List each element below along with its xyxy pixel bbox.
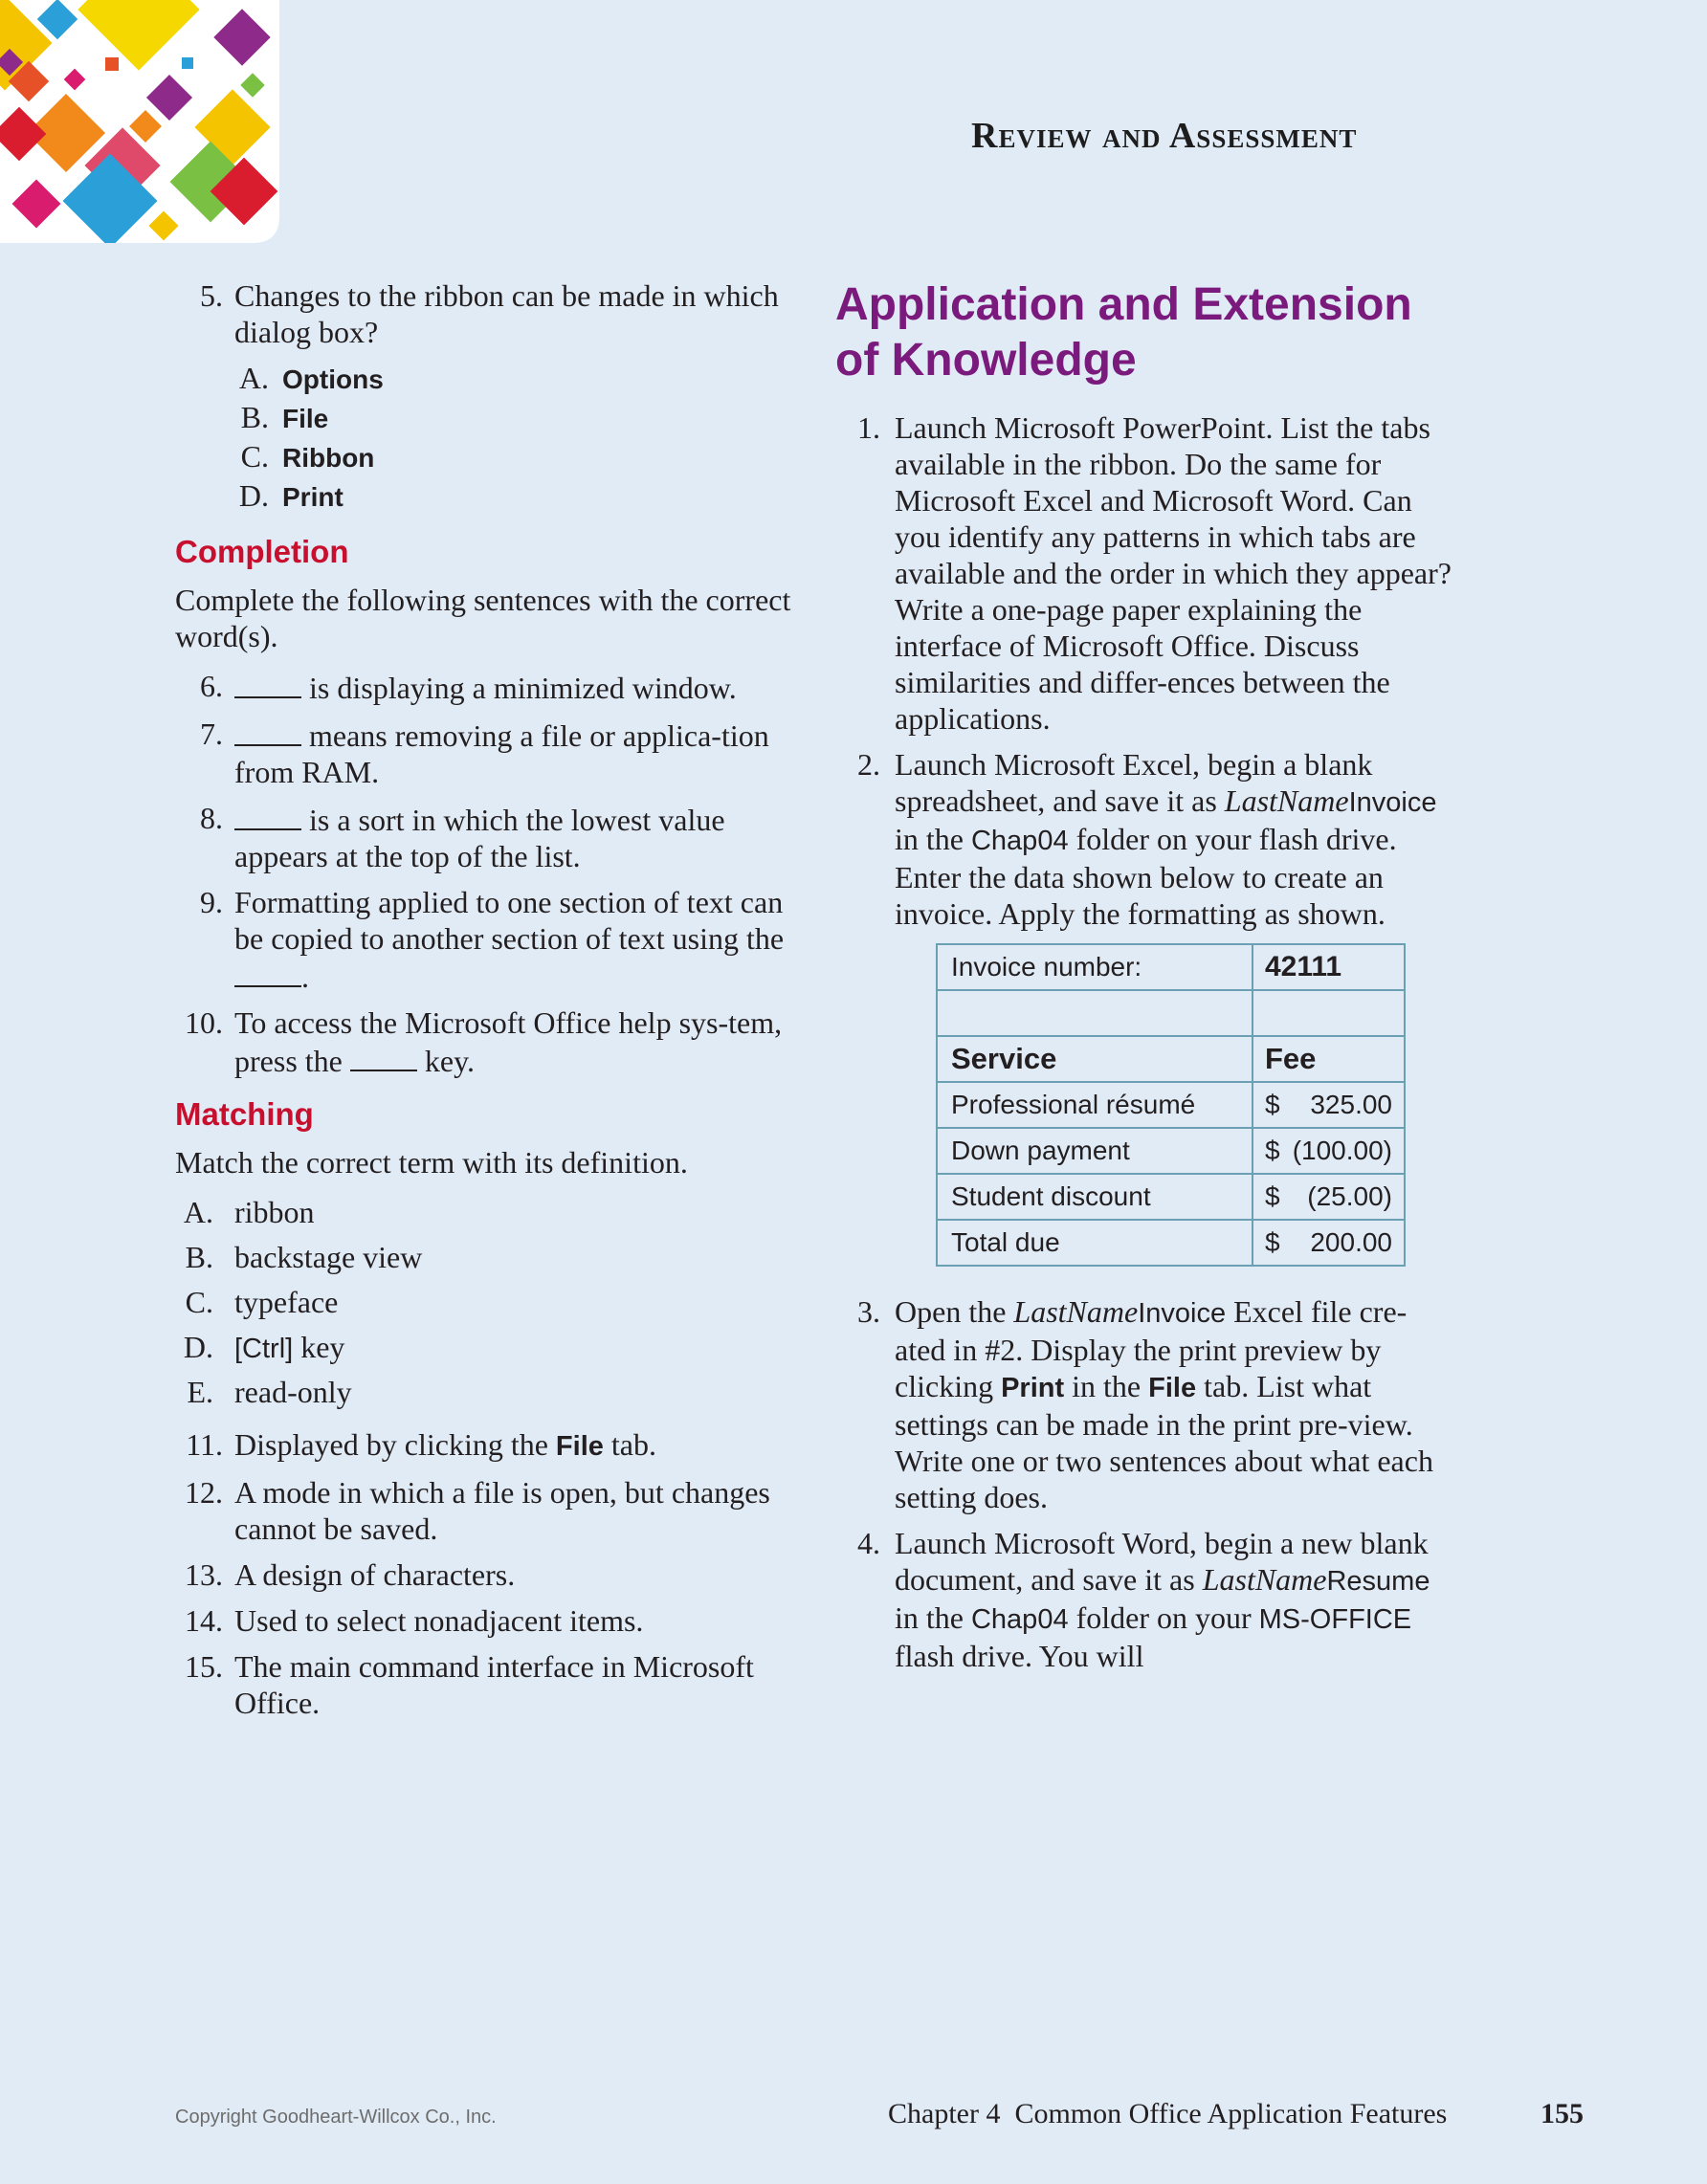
completion-heading: Completion	[175, 534, 349, 569]
answer-blank	[234, 716, 301, 746]
column-header-fee: Fee	[1253, 1036, 1405, 1082]
term-d	[175, 1329, 797, 1374]
activity-text: flash drive. You will	[895, 1639, 1144, 1673]
activity-text: Excel file cre-ated in #2. Display the print preview by clicking	[895, 1294, 1408, 1403]
activity-text: folder on your flash drive. Enter the data shown below to create an invoice. Apply the formatting as shown.	[895, 822, 1397, 931]
term-letter: C.	[185, 1285, 213, 1319]
currency-symbol: $	[1265, 1227, 1280, 1257]
service-cell: Professional résumé	[937, 1082, 1253, 1128]
invoice-number-label: Invoice number:	[937, 944, 1253, 990]
question-text-end: .	[301, 960, 309, 994]
question-number: 7.	[200, 717, 223, 751]
matching-instructions: Match the correct term with its definition.	[175, 1145, 688, 1180]
table-row	[937, 1036, 1405, 1082]
term-b	[175, 1239, 797, 1284]
fee-cell: 325.00	[1310, 1090, 1392, 1119]
table-row	[937, 1082, 1405, 1128]
activity-text: in the	[895, 822, 971, 856]
term-text: key	[293, 1330, 345, 1364]
fee-cell: (25.00)	[1307, 1181, 1392, 1211]
question-14	[175, 1602, 797, 1639]
activity-number: 1.	[857, 410, 880, 445]
question-number: 15.	[185, 1649, 223, 1684]
filename-italic: LastName	[1202, 1562, 1327, 1597]
option-letter: D.	[238, 478, 269, 513]
term-letter: A.	[183, 1195, 213, 1229]
activity-text: tab. List what settings can be made in the print pre-view. Write one or two sentences about what each setting does.	[895, 1369, 1433, 1514]
completion-instructions: Complete the following sentences with the correct word(s).	[175, 583, 791, 653]
currency-symbol: $	[1265, 1181, 1280, 1211]
term-e	[175, 1374, 797, 1419]
empty-cell	[1253, 990, 1405, 1036]
question-number: 5.	[200, 278, 223, 313]
right-column	[835, 277, 1457, 1684]
question-12	[175, 1474, 797, 1547]
option-text: Print	[282, 482, 344, 512]
question-number: 9.	[200, 885, 223, 919]
question-8	[175, 800, 797, 874]
question-7	[175, 716, 797, 790]
option-a	[175, 360, 797, 399]
table-row	[937, 1128, 1405, 1174]
question-text: A design of characters.	[234, 1557, 516, 1592]
activity-text: Launch Microsoft Word, begin a new blank document, and save it as	[895, 1526, 1429, 1597]
filename-italic: LastName	[1224, 783, 1349, 818]
folder-name: Chap04	[970, 1604, 1069, 1635]
filename-suffix: Invoice	[1138, 1298, 1227, 1329]
fee-cell: 200.00	[1310, 1227, 1392, 1257]
filename-italic: LastName	[1013, 1294, 1139, 1329]
key-name: [Ctrl]	[234, 1334, 294, 1364]
table-row	[937, 944, 1405, 990]
activity-text: Launch Microsoft PowerPoint. List the tabs available in the ribbon. Do the same for Microsoft Excel and Microsoft Word. Can you identify any patterns in which tabs are available and the order in which they appear? Write a one-page paper explaining the interface of Microsoft Office. Discuss similarities and differ-ences between the applications.	[895, 410, 1452, 736]
activity-2	[835, 746, 1457, 932]
question-number: 6.	[200, 669, 223, 703]
activity-text: Open the	[895, 1294, 1014, 1329]
question-text: means removing a file or applica-tion from RAM.	[234, 718, 769, 789]
currency-symbol: $	[1265, 1136, 1280, 1165]
option-b	[175, 399, 797, 438]
activity-number: 4.	[857, 1526, 880, 1560]
empty-cell	[937, 990, 1253, 1036]
question-text: The main command interface in Microsoft Office.	[234, 1649, 754, 1720]
folder-name: Chap04	[970, 826, 1069, 856]
currency-symbol: $	[1265, 1090, 1280, 1119]
term-a	[175, 1194, 797, 1239]
question-15	[175, 1648, 797, 1721]
invoice-number-value: 42111	[1253, 944, 1405, 990]
term-letter: E.	[187, 1375, 213, 1409]
option-letter: C.	[240, 439, 269, 474]
table-row	[937, 990, 1405, 1036]
filename-suffix: Resume	[1326, 1566, 1430, 1597]
question-number: 13.	[185, 1557, 223, 1592]
copyright-notice: Copyright Goodheart-Willcox Co., Inc.	[175, 2107, 497, 2128]
question-10	[175, 1004, 797, 1079]
option-c	[175, 438, 797, 477]
question-number: 12.	[185, 1475, 223, 1510]
chapter-footer: Chapter 4 Common Office Application Features	[888, 2098, 1448, 2129]
term-letter: D.	[183, 1330, 213, 1364]
option-d	[175, 477, 797, 517]
activity-text: in the	[895, 1600, 971, 1635]
option-text: Options	[282, 364, 384, 394]
question-text-end: key.	[416, 1044, 475, 1078]
question-number: 14.	[185, 1603, 223, 1638]
question-text: Formatting applied to one section of text can be copied to another section of text using the	[234, 885, 785, 956]
question-6	[175, 668, 797, 706]
question-5	[175, 277, 797, 350]
question-text: A mode in which a file is open, but changes cannot be saved.	[234, 1475, 770, 1546]
option-letter: B.	[240, 400, 269, 434]
question-number: 11.	[186, 1427, 223, 1462]
activity-1	[835, 409, 1457, 737]
option-text: File	[282, 404, 329, 433]
fee-cell: (100.00)	[1292, 1136, 1392, 1165]
ui-term: File	[555, 1431, 604, 1462]
question-number: 10.	[185, 1005, 223, 1040]
answer-blank	[234, 800, 301, 830]
question-text: is a sort in which the lowest value appears at the top of the list.	[234, 803, 725, 873]
activity-4	[835, 1525, 1457, 1674]
answer-blank	[234, 668, 301, 698]
term-text: typeface	[234, 1285, 339, 1319]
activity-number: 2.	[857, 747, 880, 782]
question-number: 8.	[200, 801, 223, 835]
activity-text: in the	[1064, 1369, 1149, 1403]
invoice-table	[936, 943, 1406, 1267]
activity-text: Launch Microsoft Excel, begin a blank spreadsheet, and save it as	[895, 747, 1373, 818]
term-c	[175, 1284, 797, 1329]
service-cell: Total due	[937, 1220, 1253, 1266]
question-11	[175, 1426, 797, 1465]
left-column	[175, 277, 797, 1731]
ui-term: Print	[1001, 1373, 1065, 1403]
activity-3	[835, 1293, 1457, 1515]
question-text: To access the Microsoft Office help sys-tem, press the	[234, 1005, 783, 1078]
table-row	[937, 1174, 1405, 1220]
column-header-service: Service	[937, 1036, 1253, 1082]
ui-term: File	[1148, 1373, 1197, 1403]
question-text: is displaying a minimized window.	[301, 671, 737, 705]
matching-heading: Matching	[175, 1096, 314, 1132]
page-number: 155	[1541, 2098, 1584, 2129]
filename-suffix: Invoice	[1348, 787, 1437, 818]
term-text: backstage view	[234, 1240, 423, 1274]
answer-blank	[234, 957, 301, 987]
term-text: read-only	[234, 1375, 352, 1409]
table-row	[937, 1220, 1405, 1266]
option-letter: A.	[238, 361, 269, 395]
decorative-corner-graphic	[0, 0, 279, 243]
option-text: Ribbon	[282, 443, 375, 473]
service-cell: Down payment	[937, 1128, 1253, 1174]
term-text: ribbon	[234, 1195, 315, 1229]
answer-blank	[350, 1041, 417, 1071]
running-head: Review and Assessment	[971, 116, 1358, 156]
service-cell: Student discount	[937, 1174, 1253, 1220]
question-text: Used to select nonadjacent items.	[234, 1603, 644, 1638]
term-letter: B.	[185, 1240, 213, 1274]
question-text: Displayed by clicking the	[234, 1427, 556, 1462]
question-9	[175, 884, 797, 995]
section-title: Application and Extension of Knowledge	[835, 279, 1412, 386]
question-text: Changes to the ribbon can be made in which dialog box?	[234, 278, 779, 349]
question-text-end: tab.	[603, 1427, 656, 1462]
drive-name: MS-OFFICE	[1258, 1604, 1412, 1635]
activity-text: folder on your	[1068, 1600, 1259, 1635]
activity-number: 3.	[857, 1294, 880, 1329]
question-13	[175, 1556, 797, 1593]
